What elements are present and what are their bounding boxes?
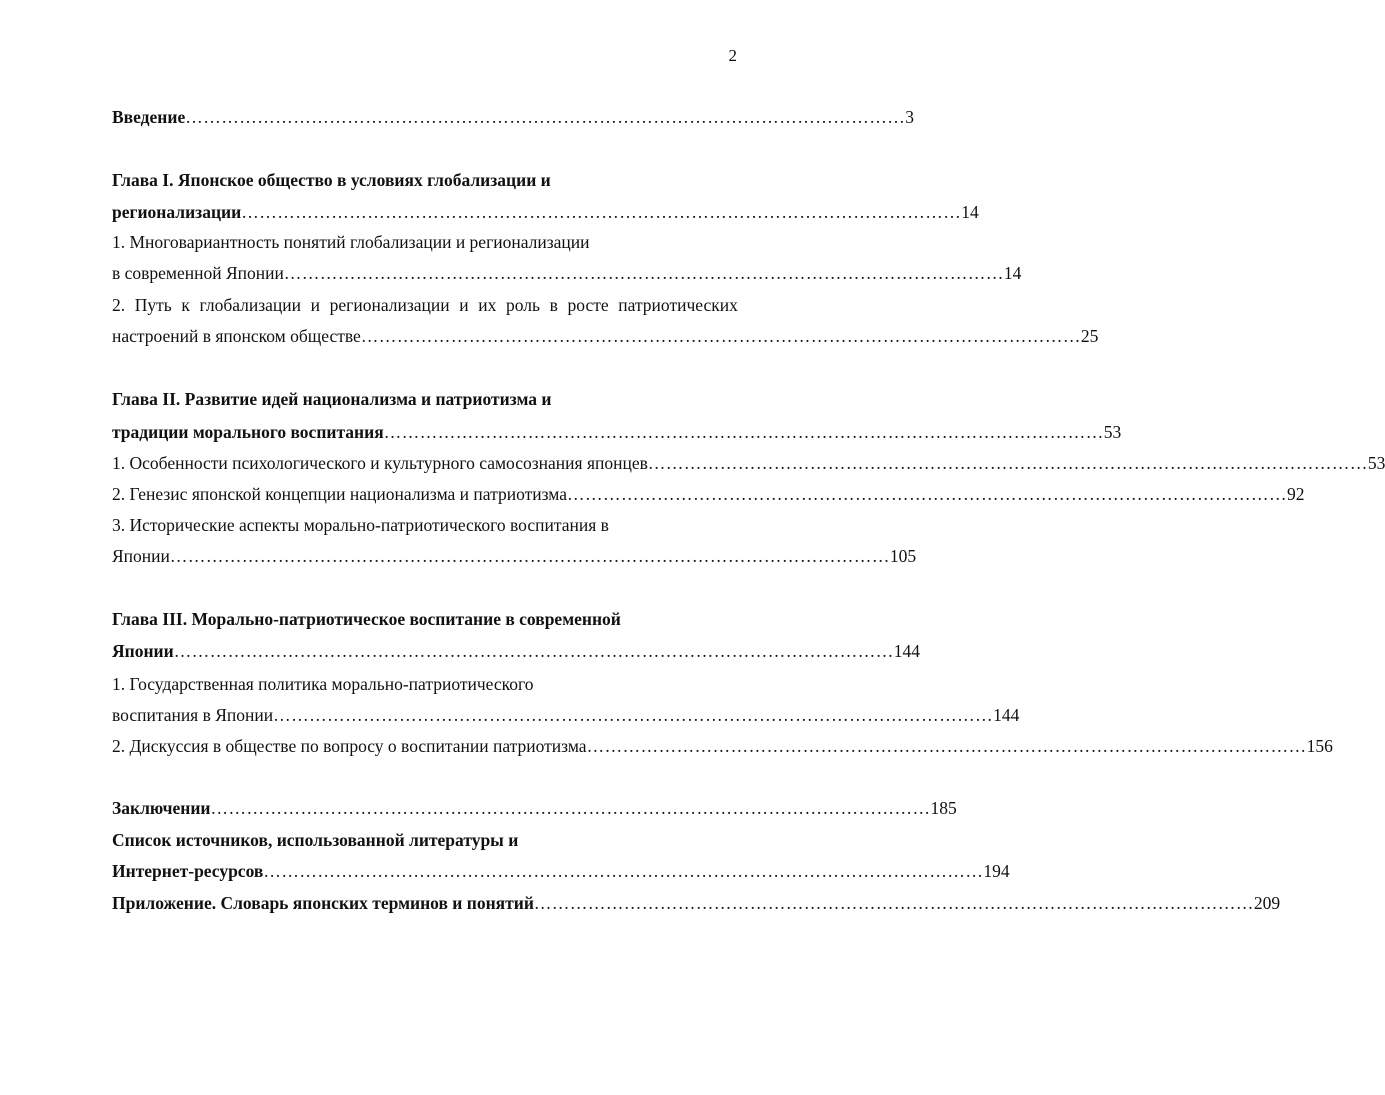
section-text: 2.	[112, 295, 126, 315]
toc-entry-title: воспитания в Японии	[112, 705, 274, 725]
dot-leader: …………………………………………………………………………………………………………	[273, 705, 994, 725]
toc-page-number: 53	[1103, 422, 1122, 442]
toc-entry-section-2-1	[112, 449, 1385, 477]
toc-entry-chapter-1	[112, 198, 979, 226]
toc-entry-section-1-1	[112, 259, 1022, 287]
dot-leader: …………………………………………………………………………………………………………	[647, 453, 1368, 473]
toc-entry-title: Приложение. Словарь японских терминов и понятий	[112, 893, 534, 913]
toc-page-number: 144	[893, 641, 920, 661]
toc-entry-title: в современной Японии	[112, 263, 284, 283]
toc-entry-intro	[112, 103, 914, 131]
toc-entry-title: 2. Генезис японской концепции национализма и патриотизма	[112, 484, 567, 504]
dot-leader: …………………………………………………………………………………………………………	[169, 546, 890, 566]
toc-entry-chapter-2	[112, 418, 1122, 446]
dot-leader: …………………………………………………………………………………………………………	[173, 641, 894, 661]
sources-title-line: Список источников, использованной литературы и	[112, 830, 519, 850]
toc-entry-title: регионализации	[112, 202, 242, 222]
toc-entry-title: 2. Дискуссия в обществе по вопросу о воспитании патриотизма	[112, 736, 587, 756]
toc-entry-title: Интернет-ресурсов	[112, 861, 264, 881]
toc-entry-conclusion	[112, 794, 957, 822]
section-text: к	[181, 295, 190, 315]
section-text: в	[549, 295, 558, 315]
section-text: Путь	[134, 295, 172, 315]
toc-entry-section-1-2	[112, 322, 1099, 350]
toc-entry-title: Введение	[112, 107, 186, 127]
dot-leader: …………………………………………………………………………………………………………	[185, 107, 906, 127]
dot-leader: …………………………………………………………………………………………………………	[383, 422, 1104, 442]
dot-leader: …………………………………………………………………………………………………………	[283, 263, 1004, 283]
section-text: патриотических	[618, 295, 738, 315]
dot-leader: …………………………………………………………………………………………………………	[360, 326, 1081, 346]
dot-leader: …………………………………………………………………………………………………………	[586, 736, 1307, 756]
toc-page-number: 92	[1287, 484, 1305, 504]
toc-entry-sources	[112, 857, 1010, 885]
toc-page-number: 209	[1253, 893, 1281, 913]
toc-entry-title: 1. Особенности психологического и культурного самосознания японцев	[112, 453, 648, 473]
section-1-2-title-line	[112, 291, 738, 319]
toc-entry-title: настроений в японском обществе	[112, 326, 361, 346]
toc-page-number: 14	[1003, 263, 1022, 283]
toc-entry-title: Японии	[112, 641, 174, 661]
toc-page-number: 144	[993, 705, 1020, 725]
toc-entry-title: традиции морального воспитания	[112, 422, 384, 442]
toc-entry-title: Японии	[112, 546, 170, 566]
section-text: и	[459, 295, 469, 315]
dot-leader: …………………………………………………………………………………………………………	[241, 202, 962, 222]
toc-entry-section-3-2	[112, 732, 1333, 760]
toc-page-number: 25	[1080, 326, 1099, 346]
dot-leader: …………………………………………………………………………………………………………	[567, 484, 1287, 504]
section-2-3-title-line: 3. Исторические аспекты морально-патриотического воспитания в	[112, 515, 609, 535]
toc-page-number: 194	[983, 861, 1010, 881]
page-number: 2	[728, 46, 737, 65]
toc-page-number: 3	[905, 107, 914, 127]
section-1-1-title-line: 1. Многовариантность понятий глобализации и регионализации	[112, 232, 590, 252]
toc-entry-section-3-1	[112, 701, 1020, 729]
toc-entry-title: Заключении	[112, 798, 211, 818]
toc-page-number: 105	[889, 546, 917, 566]
toc-entry-section-2-3	[112, 542, 917, 570]
section-text: регионализации	[329, 295, 450, 315]
section-text: глобализации	[199, 295, 302, 315]
section-text: их	[478, 295, 497, 315]
toc-entry-appendix	[112, 889, 1281, 917]
chapter-1-title-line: Глава I. Японское общество в условиях глобализации и	[112, 170, 551, 190]
dot-leader: …………………………………………………………………………………………………………	[533, 893, 1254, 913]
chapter-3-title-line: Глава III. Морально-патриотическое воспитание в современной	[112, 609, 621, 629]
toc-page-number: 156	[1306, 736, 1333, 756]
toc-page-number: 53	[1367, 453, 1385, 473]
section-text: роль	[506, 295, 540, 315]
toc-entry-section-2-2	[112, 480, 1305, 508]
section-text: и	[310, 295, 321, 315]
dot-leader: …………………………………………………………………………………………………………	[210, 798, 931, 818]
section-3-1-title-line: 1. Государственная политика морально-патриотического	[112, 674, 534, 694]
toc-entry-chapter-3	[112, 637, 920, 665]
chapter-2-title-line: Глава II. Развитие идей национализма и патриотизма и	[112, 389, 552, 409]
section-text: росте	[567, 295, 609, 315]
toc-page-number: 14	[961, 202, 979, 222]
dot-leader: …………………………………………………………………………………………………………	[263, 861, 984, 881]
toc-page-number: 185	[930, 798, 957, 818]
